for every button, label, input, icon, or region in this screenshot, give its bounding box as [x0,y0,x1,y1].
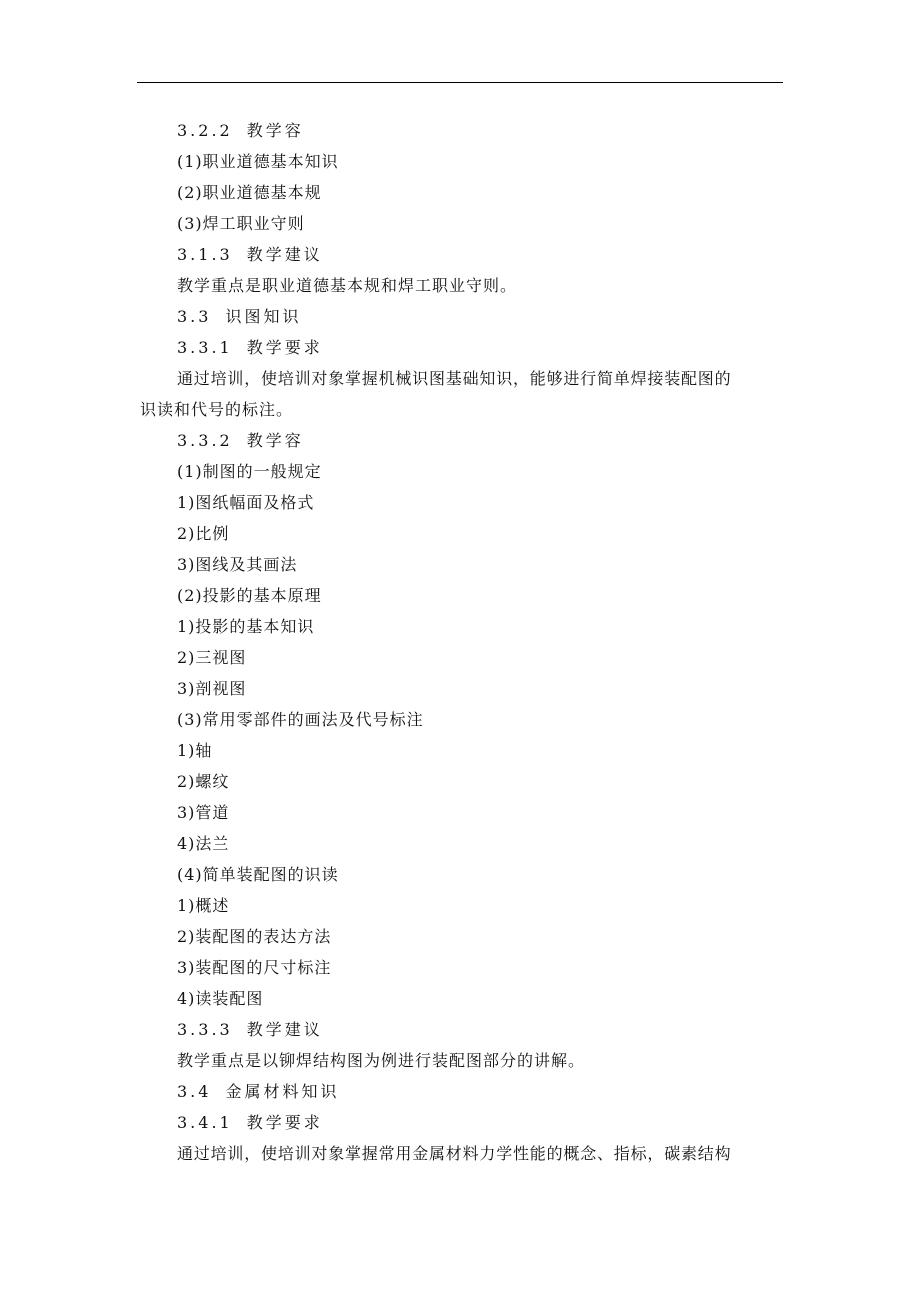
section-title: 教学建议 [246,1020,323,1039]
paragraph-line: 通过培训，使培训对象掌握机械识图基础知识，能够进行简单焊接装配图的 [177,369,732,388]
section-number: 3.4.1 [177,1113,233,1132]
list-item: 3)图线及其画法 [177,555,298,574]
list-item: 3)装配图的尺寸标注 [177,958,332,977]
section-number: 3.4 [177,1082,212,1101]
section-number: 3.1.3 [177,245,233,264]
section-number: 3.2.2 [177,121,233,140]
list-item: 教学重点是以铆焊结构图为例进行装配图部分的讲解。 [177,1051,586,1070]
section-heading [0,332,920,363]
header-rule [137,82,783,83]
list-item: (4)简单装配图的识读 [177,865,339,884]
list-item: (1)职业道德基本知识 [177,152,339,171]
section-title: 教学要求 [246,338,323,357]
section-title: 教学要求 [246,1113,323,1132]
section-heading [0,1076,920,1107]
paragraph-line: 通过培训，使培训对象掌握常用金属材料力学性能的概念、指标，碳素结构 [177,1144,732,1163]
section-number: 3.3.3 [177,1020,233,1039]
list-item: (2)投影的基本原理 [177,586,322,605]
section-title: 识图知识 [225,307,302,326]
list-item: (2)职业道德基本规 [177,183,322,202]
section-title: 金属材料知识 [225,1082,340,1101]
section-heading [0,425,920,456]
section-heading [0,115,920,146]
list-item: 4)法兰 [177,834,230,853]
list-item: 1)投影的基本知识 [177,617,315,636]
section-heading [0,1014,920,1045]
section-number: 3.3.1 [177,338,233,357]
list-item: 2)装配图的表达方法 [177,927,332,946]
document-body [0,115,920,1169]
list-item: 2)比例 [177,524,230,543]
list-item: 4)读装配图 [177,989,264,1008]
list-item: 2)三视图 [177,648,247,667]
list-item: 1)轴 [177,741,213,760]
list-item: (3)常用零部件的画法及代号标注 [177,710,424,729]
section-number: 3.3 [177,307,212,326]
section-title: 教学容 [246,431,304,450]
paragraph-line: 教学重点是职业道德基本规和焊工职业守则。 [177,276,518,295]
list-item: (3)焊工职业守则 [177,214,305,233]
section-heading [0,1107,920,1138]
paragraph-continuation: 识读和代号的标注。 [140,400,294,419]
section-number: 3.3.2 [177,431,233,450]
section-title: 教学容 [246,121,304,140]
section-heading [0,301,920,332]
list-item: 2)螺纹 [177,772,230,791]
section-title: 教学建议 [246,245,323,264]
section-heading [0,239,920,270]
list-item: 3)剖视图 [177,679,247,698]
list-item: (1)制图的一般规定 [177,462,322,481]
list-item: 3)管道 [177,803,230,822]
list-item: 1)图纸幅面及格式 [177,493,315,512]
list-item: 1)概述 [177,896,230,915]
